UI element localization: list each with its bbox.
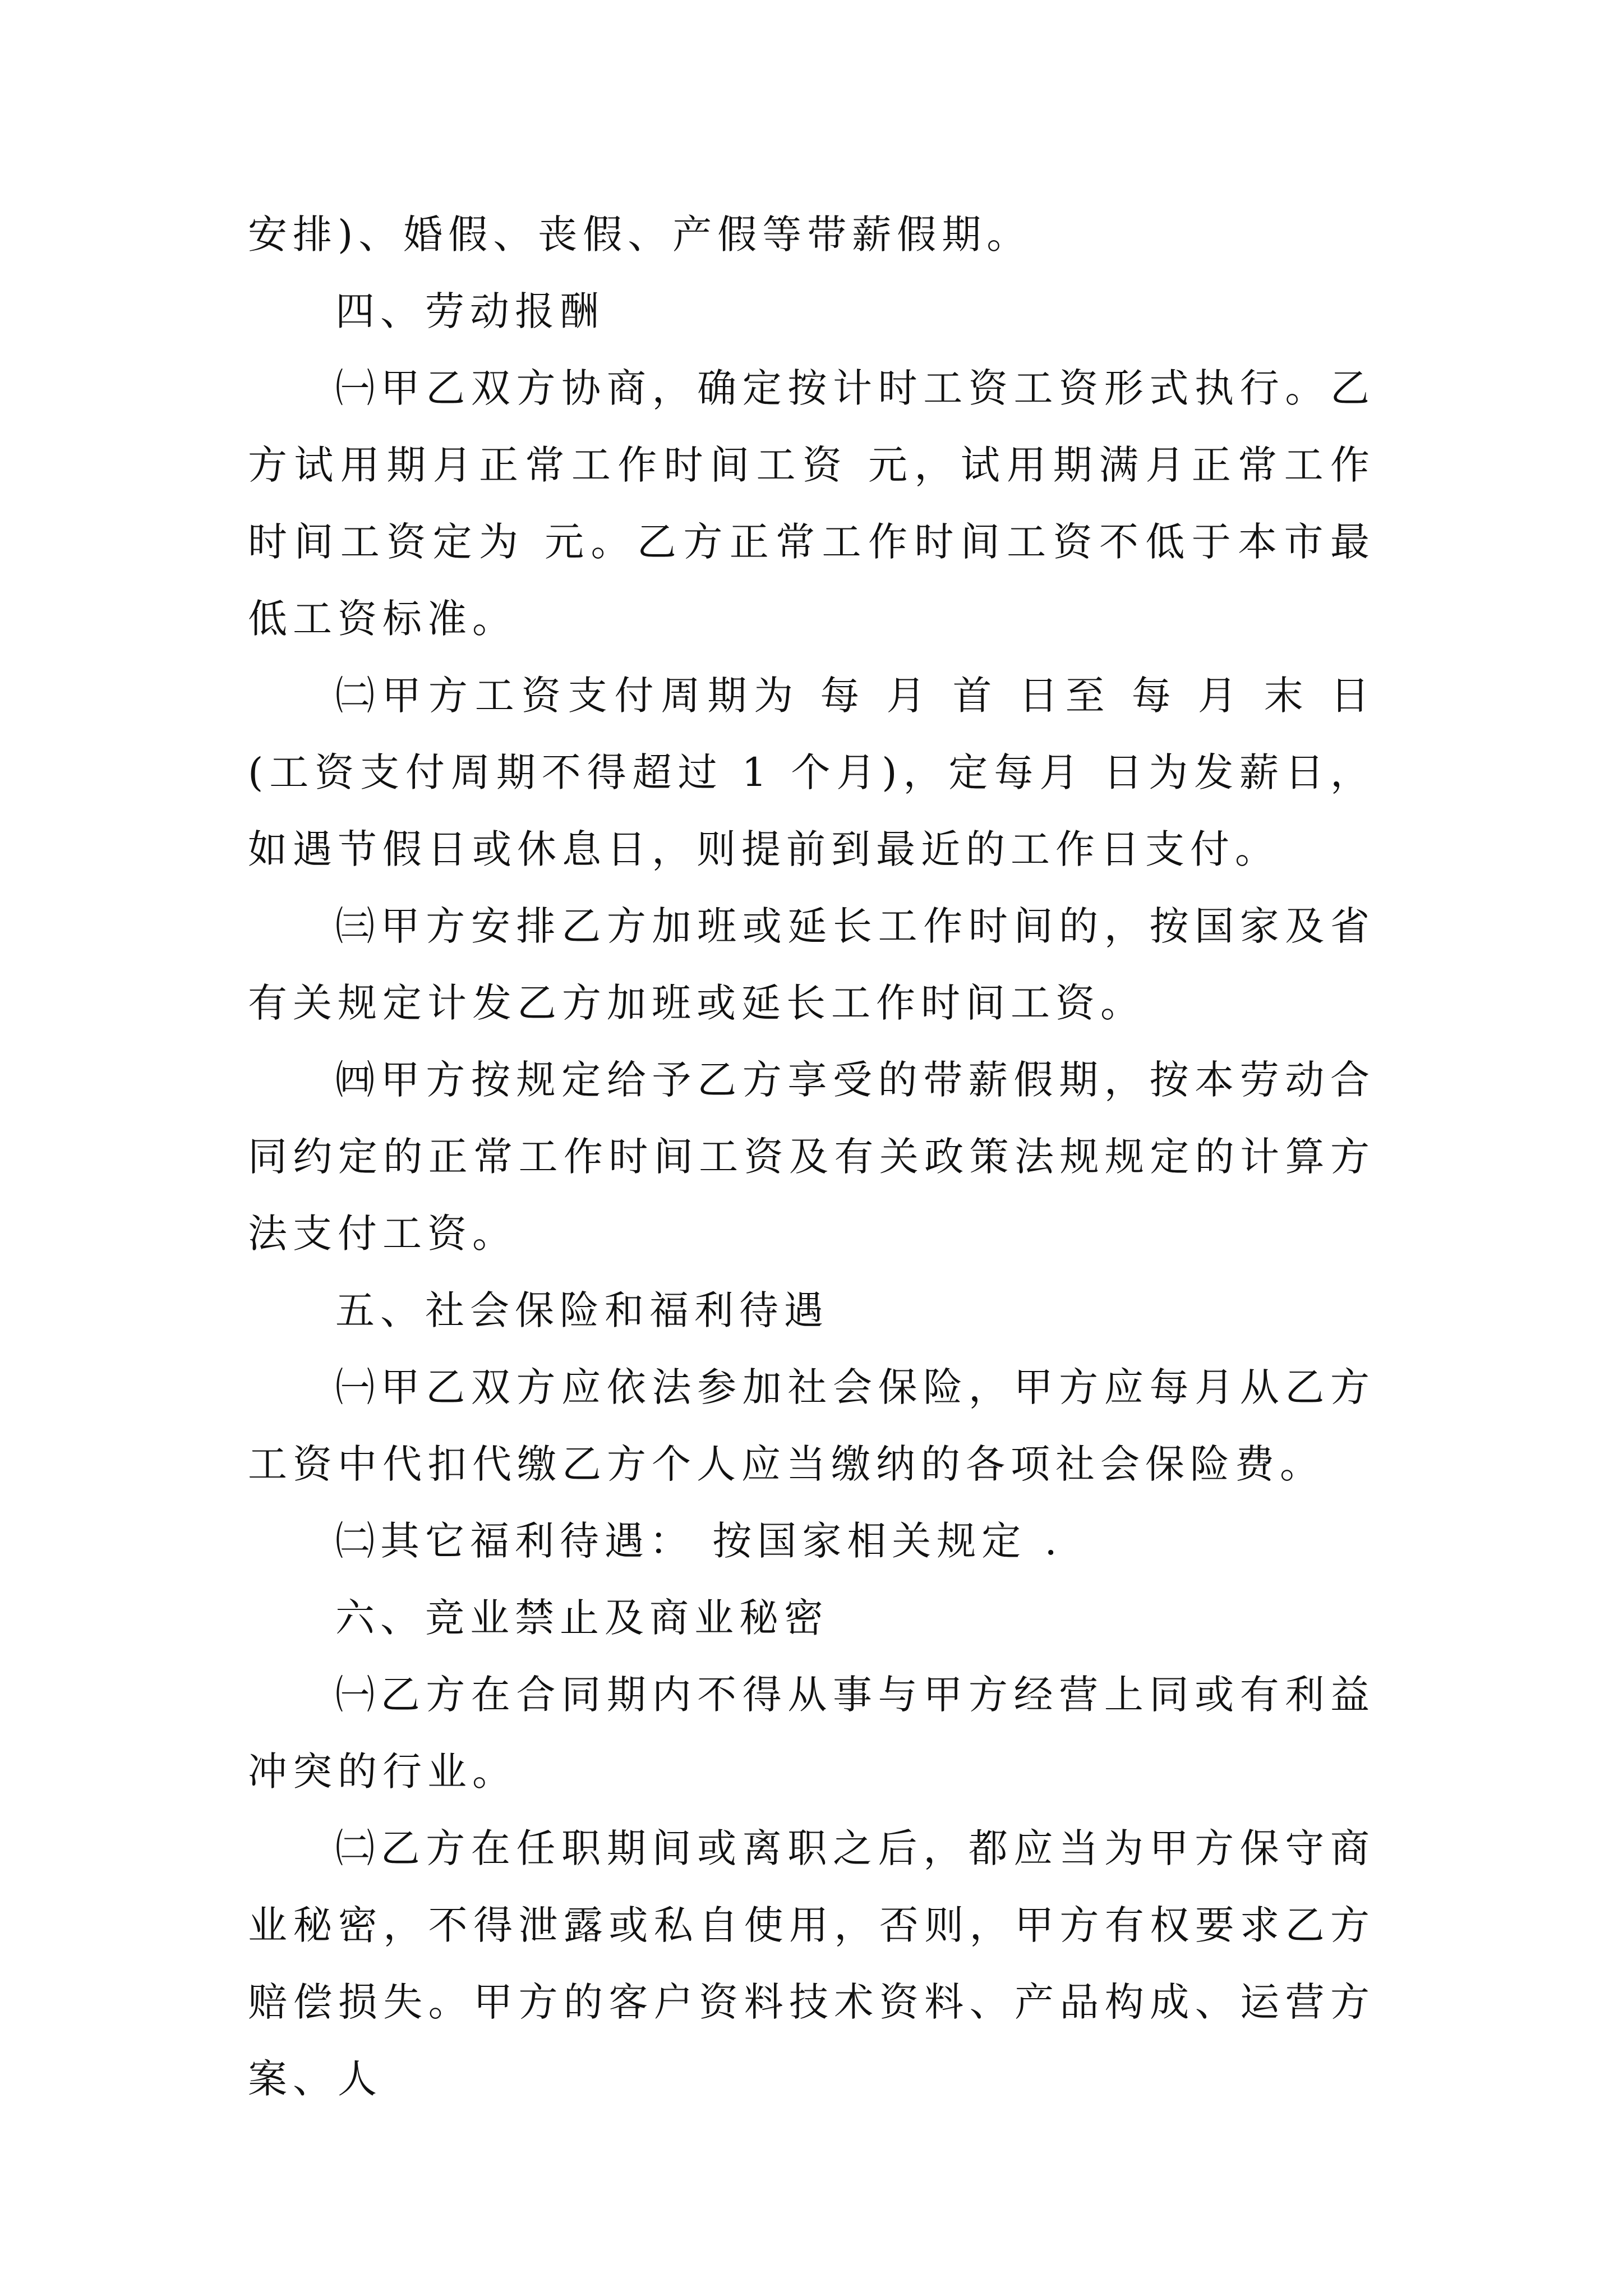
document-body bbox=[248, 196, 1375, 2118]
paragraph-paid-leave: ㈣甲方按规定给予乙方享受的带薪假期，按本劳动合同约定的正常工作时间工资及有关政策法规规定的计算方法支付工资。 bbox=[248, 1057, 1375, 1257]
paragraph-pay-cycle: ㈡甲方工资支付周期为 每 月 首 日至 每 月 末 日(工资支付周期不得超过 1 个月)，定每月 日为发薪日，如遇节假日或休息日，则提前到最近的工作日支付。 bbox=[248, 673, 1375, 872]
paragraph-wage-form: ㈠甲乙双方协商，确定按计时工资工资形式执行。乙方试用期月正常工作时间工资 元，试用期满月正常工作时间工资定为 元。乙方正常工作时间工资不低于本市最低工资标准。 bbox=[248, 365, 1375, 642]
paragraph-other-benefits: ㈡其它福利待遇： 按国家相关规定 . bbox=[335, 1518, 1063, 1564]
paragraph-non-compete: ㈠乙方在合同期内不得从事与甲方经营上同或有利益冲突的行业。 bbox=[248, 1672, 1375, 1795]
section-heading-social-insurance: 五、社会保险和福利待遇 bbox=[335, 1287, 829, 1333]
paragraph-trade-secrets: ㈡乙方在任职期间或离职之后，都应当为甲方保守商业秘密，不得泄露或私自使用，否则，甲方有权要求乙方赔偿损失。甲方的客户资料技术资料、产品构成、运营方案、人 bbox=[248, 1825, 1375, 2102]
section-heading-remuneration: 四、劳动报酬 bbox=[335, 288, 605, 334]
section-heading-non-compete: 六、竞业禁止及商业秘密 bbox=[335, 1595, 829, 1641]
paragraph-continuation: 安排)、婚假、丧假、产假等带薪假期。 bbox=[248, 211, 1032, 257]
paragraph-overtime: ㈢甲方安排乙方加班或延长工作时间的，按国家及省有关规定计发乙方加班或延长工作时间工资。 bbox=[248, 903, 1375, 1026]
paragraph-insurance-withholding: ㈠甲乙双方应依法参加社会保险，甲方应每月从乙方工资中代扣代缴乙方个人应当缴纳的各项社会保险费。 bbox=[248, 1364, 1375, 1487]
